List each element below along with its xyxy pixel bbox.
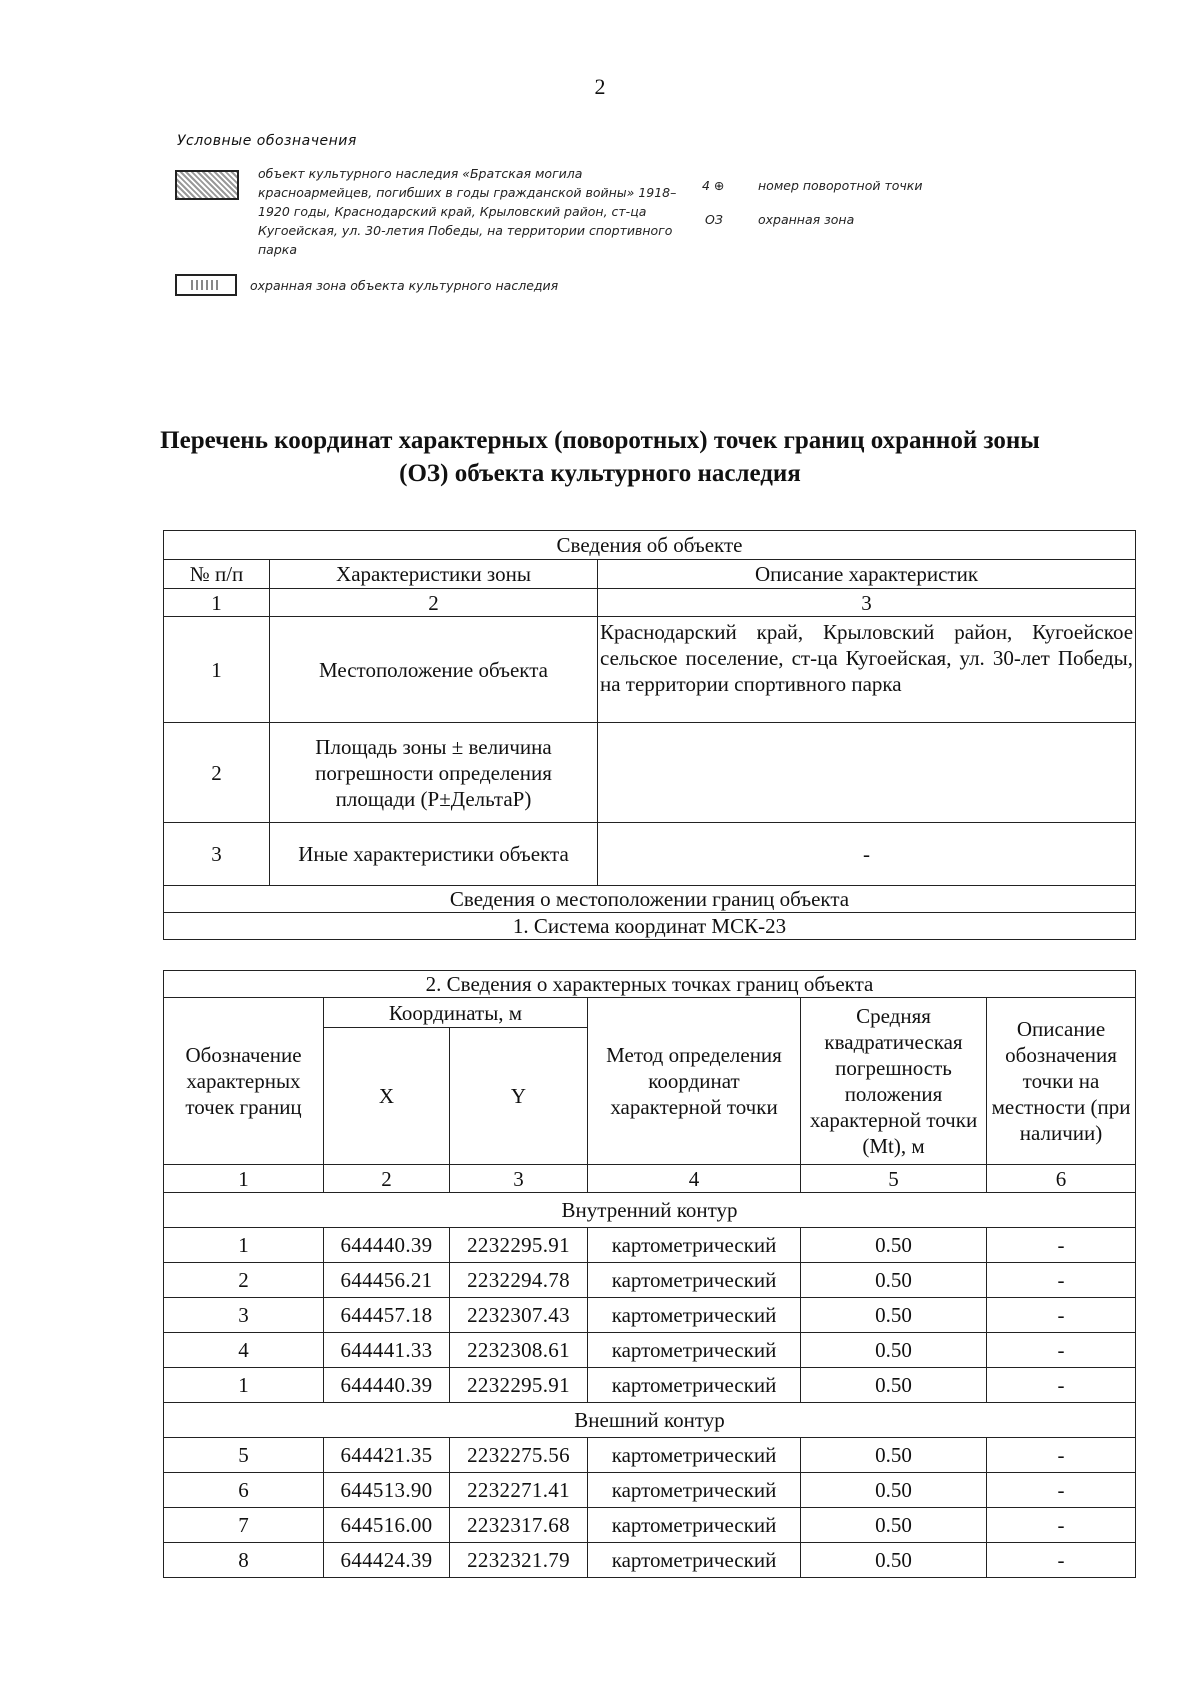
table-row bbox=[164, 823, 1136, 886]
col-number: 5 bbox=[801, 1165, 987, 1193]
legend-object-text: объект культурного наследия «Братская могила красноармейцев, погибших в годы гражданской войны» 1918–1920 годы, Краснодарский край, Крыловский район, ст-ца Кугоейская, ул. 30-летия Победы, на территории спортивного парка bbox=[258, 166, 677, 257]
point-y: 2232294.78 bbox=[450, 1263, 588, 1298]
point-desc: - bbox=[987, 1473, 1136, 1508]
point-x: 644421.35 bbox=[324, 1438, 450, 1473]
point-id: 8 bbox=[164, 1543, 324, 1578]
point-y: 2232308.61 bbox=[450, 1333, 588, 1368]
point-method: картометрический bbox=[588, 1298, 801, 1333]
col-error-header: Средняя квадратическая погрешность положения характерной точки (Mt), м bbox=[801, 998, 987, 1165]
point-error: 0.50 bbox=[801, 1333, 987, 1368]
point-x: 644456.21 bbox=[324, 1263, 450, 1298]
point-error: 0.50 bbox=[801, 1263, 987, 1298]
point-desc: - bbox=[987, 1438, 1136, 1473]
point-error: 0.50 bbox=[801, 1368, 987, 1403]
table-row bbox=[164, 1263, 1136, 1298]
point-method: картометрический bbox=[588, 1368, 801, 1403]
row-num: 2 bbox=[164, 723, 270, 823]
point-x: 644513.90 bbox=[324, 1473, 450, 1508]
point-y: 2232271.41 bbox=[450, 1473, 588, 1508]
point-method: картометрический bbox=[588, 1543, 801, 1578]
col-desc-header: Описание обозначения точки на местности (при наличии) bbox=[987, 998, 1136, 1165]
col-number: 6 bbox=[987, 1165, 1136, 1193]
zone-swatch bbox=[175, 274, 237, 296]
point-desc: - bbox=[987, 1368, 1136, 1403]
point-id: 6 bbox=[164, 1473, 324, 1508]
point-method: картометрический bbox=[588, 1508, 801, 1543]
object-info-table bbox=[163, 530, 1136, 940]
point-id: 3 bbox=[164, 1298, 324, 1333]
table-row bbox=[164, 1508, 1136, 1543]
row-num: 1 bbox=[164, 617, 270, 723]
point-y: 2232295.91 bbox=[450, 1228, 588, 1263]
point-id: 1 bbox=[164, 1228, 324, 1263]
zone-symbol: ОЗ bbox=[705, 212, 723, 227]
table-row bbox=[164, 1543, 1136, 1578]
col-point-header: Обозначение характерных точек границ bbox=[164, 998, 324, 1165]
point-error: 0.50 bbox=[801, 1508, 987, 1543]
col-number: 1 bbox=[164, 1165, 324, 1193]
col-number: 3 bbox=[598, 589, 1136, 617]
table-row bbox=[164, 1368, 1136, 1403]
point-method: картометрический bbox=[588, 1473, 801, 1508]
point-y: 2232295.91 bbox=[450, 1368, 588, 1403]
point-desc: - bbox=[987, 1228, 1136, 1263]
outer-contour-label: Внешний контур bbox=[164, 1403, 1136, 1438]
col-y-header: Y bbox=[450, 1028, 588, 1165]
point-y: 2232317.68 bbox=[450, 1508, 588, 1543]
table-row bbox=[164, 1473, 1136, 1508]
document-title: Перечень координат характерных (поворотных) точек границ охранной зоны (ОЗ) объекта культурного наследия bbox=[160, 427, 1040, 487]
inner-contour-label: Внутренний контур bbox=[164, 1193, 1136, 1228]
col-x-header: X bbox=[324, 1028, 450, 1165]
coord-system: 1. Система координат МСК-23 bbox=[164, 913, 1136, 940]
row-name: Площадь зоны ± величина погрешности определения площади (Р±ДельтаР) bbox=[270, 723, 598, 823]
point-x: 644440.39 bbox=[324, 1228, 450, 1263]
point-x: 644424.39 bbox=[324, 1543, 450, 1578]
row-num: 3 bbox=[164, 823, 270, 886]
point-y: 2232321.79 bbox=[450, 1543, 588, 1578]
location-section-header: Сведения о местоположении границ объекта bbox=[164, 886, 1136, 913]
point-desc: - bbox=[987, 1263, 1136, 1298]
table-row bbox=[164, 1333, 1136, 1368]
point-desc: - bbox=[987, 1298, 1136, 1333]
point-desc: - bbox=[987, 1333, 1136, 1368]
col-number: 2 bbox=[270, 589, 598, 617]
col-number: 1 bbox=[164, 589, 270, 617]
point-x: 644441.33 bbox=[324, 1333, 450, 1368]
object-hatch-swatch bbox=[175, 170, 239, 200]
table-row bbox=[164, 1228, 1136, 1263]
row-name: Местоположение объекта bbox=[270, 617, 598, 723]
table-row bbox=[164, 617, 1136, 723]
point-y: 2232275.56 bbox=[450, 1438, 588, 1473]
table-row bbox=[164, 1298, 1136, 1333]
col-number: 4 bbox=[588, 1165, 801, 1193]
point-y: 2232307.43 bbox=[450, 1298, 588, 1333]
point-x: 644457.18 bbox=[324, 1298, 450, 1333]
row-value bbox=[598, 723, 1136, 823]
col-method-header: Метод определения координат характерной точки bbox=[588, 998, 801, 1165]
point-error: 0.50 bbox=[801, 1298, 987, 1333]
point-error: 0.50 bbox=[801, 1473, 987, 1508]
table-row bbox=[164, 1438, 1136, 1473]
points-header: 2. Сведения о характерных точках границ объекта bbox=[164, 971, 1136, 998]
col-header-num: № п/п bbox=[164, 560, 270, 589]
col-number: 3 bbox=[450, 1165, 588, 1193]
object-info-header: Сведения об объекте bbox=[164, 531, 1136, 560]
point-number-symbol: 4 ⊕ bbox=[702, 178, 725, 193]
point-error: 0.50 bbox=[801, 1228, 987, 1263]
page-number: 2 bbox=[594, 74, 606, 99]
col-coords-header: Координаты, м bbox=[324, 998, 588, 1028]
point-x: 644516.00 bbox=[324, 1508, 450, 1543]
col-number: 2 bbox=[324, 1165, 450, 1193]
point-method: картометрический bbox=[588, 1263, 801, 1298]
point-id: 2 bbox=[164, 1263, 324, 1298]
coordinates-table bbox=[163, 970, 1136, 1578]
point-number-text: номер поворотной точки bbox=[758, 178, 923, 193]
zone-symbol-text: охранная зона bbox=[758, 212, 855, 227]
legend-zone-text: охранная зона объекта культурного наследия bbox=[250, 278, 559, 293]
table-row bbox=[164, 723, 1136, 823]
row-value: - bbox=[598, 823, 1136, 886]
point-method: картометрический bbox=[588, 1228, 801, 1263]
col-header-desc: Описание характеристик bbox=[598, 560, 1136, 589]
point-x: 644440.39 bbox=[324, 1368, 450, 1403]
point-id: 7 bbox=[164, 1508, 324, 1543]
point-method: картометрический bbox=[588, 1438, 801, 1473]
point-error: 0.50 bbox=[801, 1438, 987, 1473]
col-header-name: Характеристики зоны bbox=[270, 560, 598, 589]
point-id: 5 bbox=[164, 1438, 324, 1473]
point-error: 0.50 bbox=[801, 1543, 987, 1578]
row-name: Иные характеристики объекта bbox=[270, 823, 598, 886]
row-value: Краснодарский край, Крыловский район, Кугоейское сельское поселение, ст-ца Кугоейская, ул. 30-лет Победы, на территории спортивного парка bbox=[598, 617, 1136, 723]
point-id: 1 bbox=[164, 1368, 324, 1403]
legend-title: Условные обозначения bbox=[177, 133, 357, 149]
point-id: 4 bbox=[164, 1333, 324, 1368]
point-desc: - bbox=[987, 1508, 1136, 1543]
point-desc: - bbox=[987, 1543, 1136, 1578]
point-method: картометрический bbox=[588, 1333, 801, 1368]
